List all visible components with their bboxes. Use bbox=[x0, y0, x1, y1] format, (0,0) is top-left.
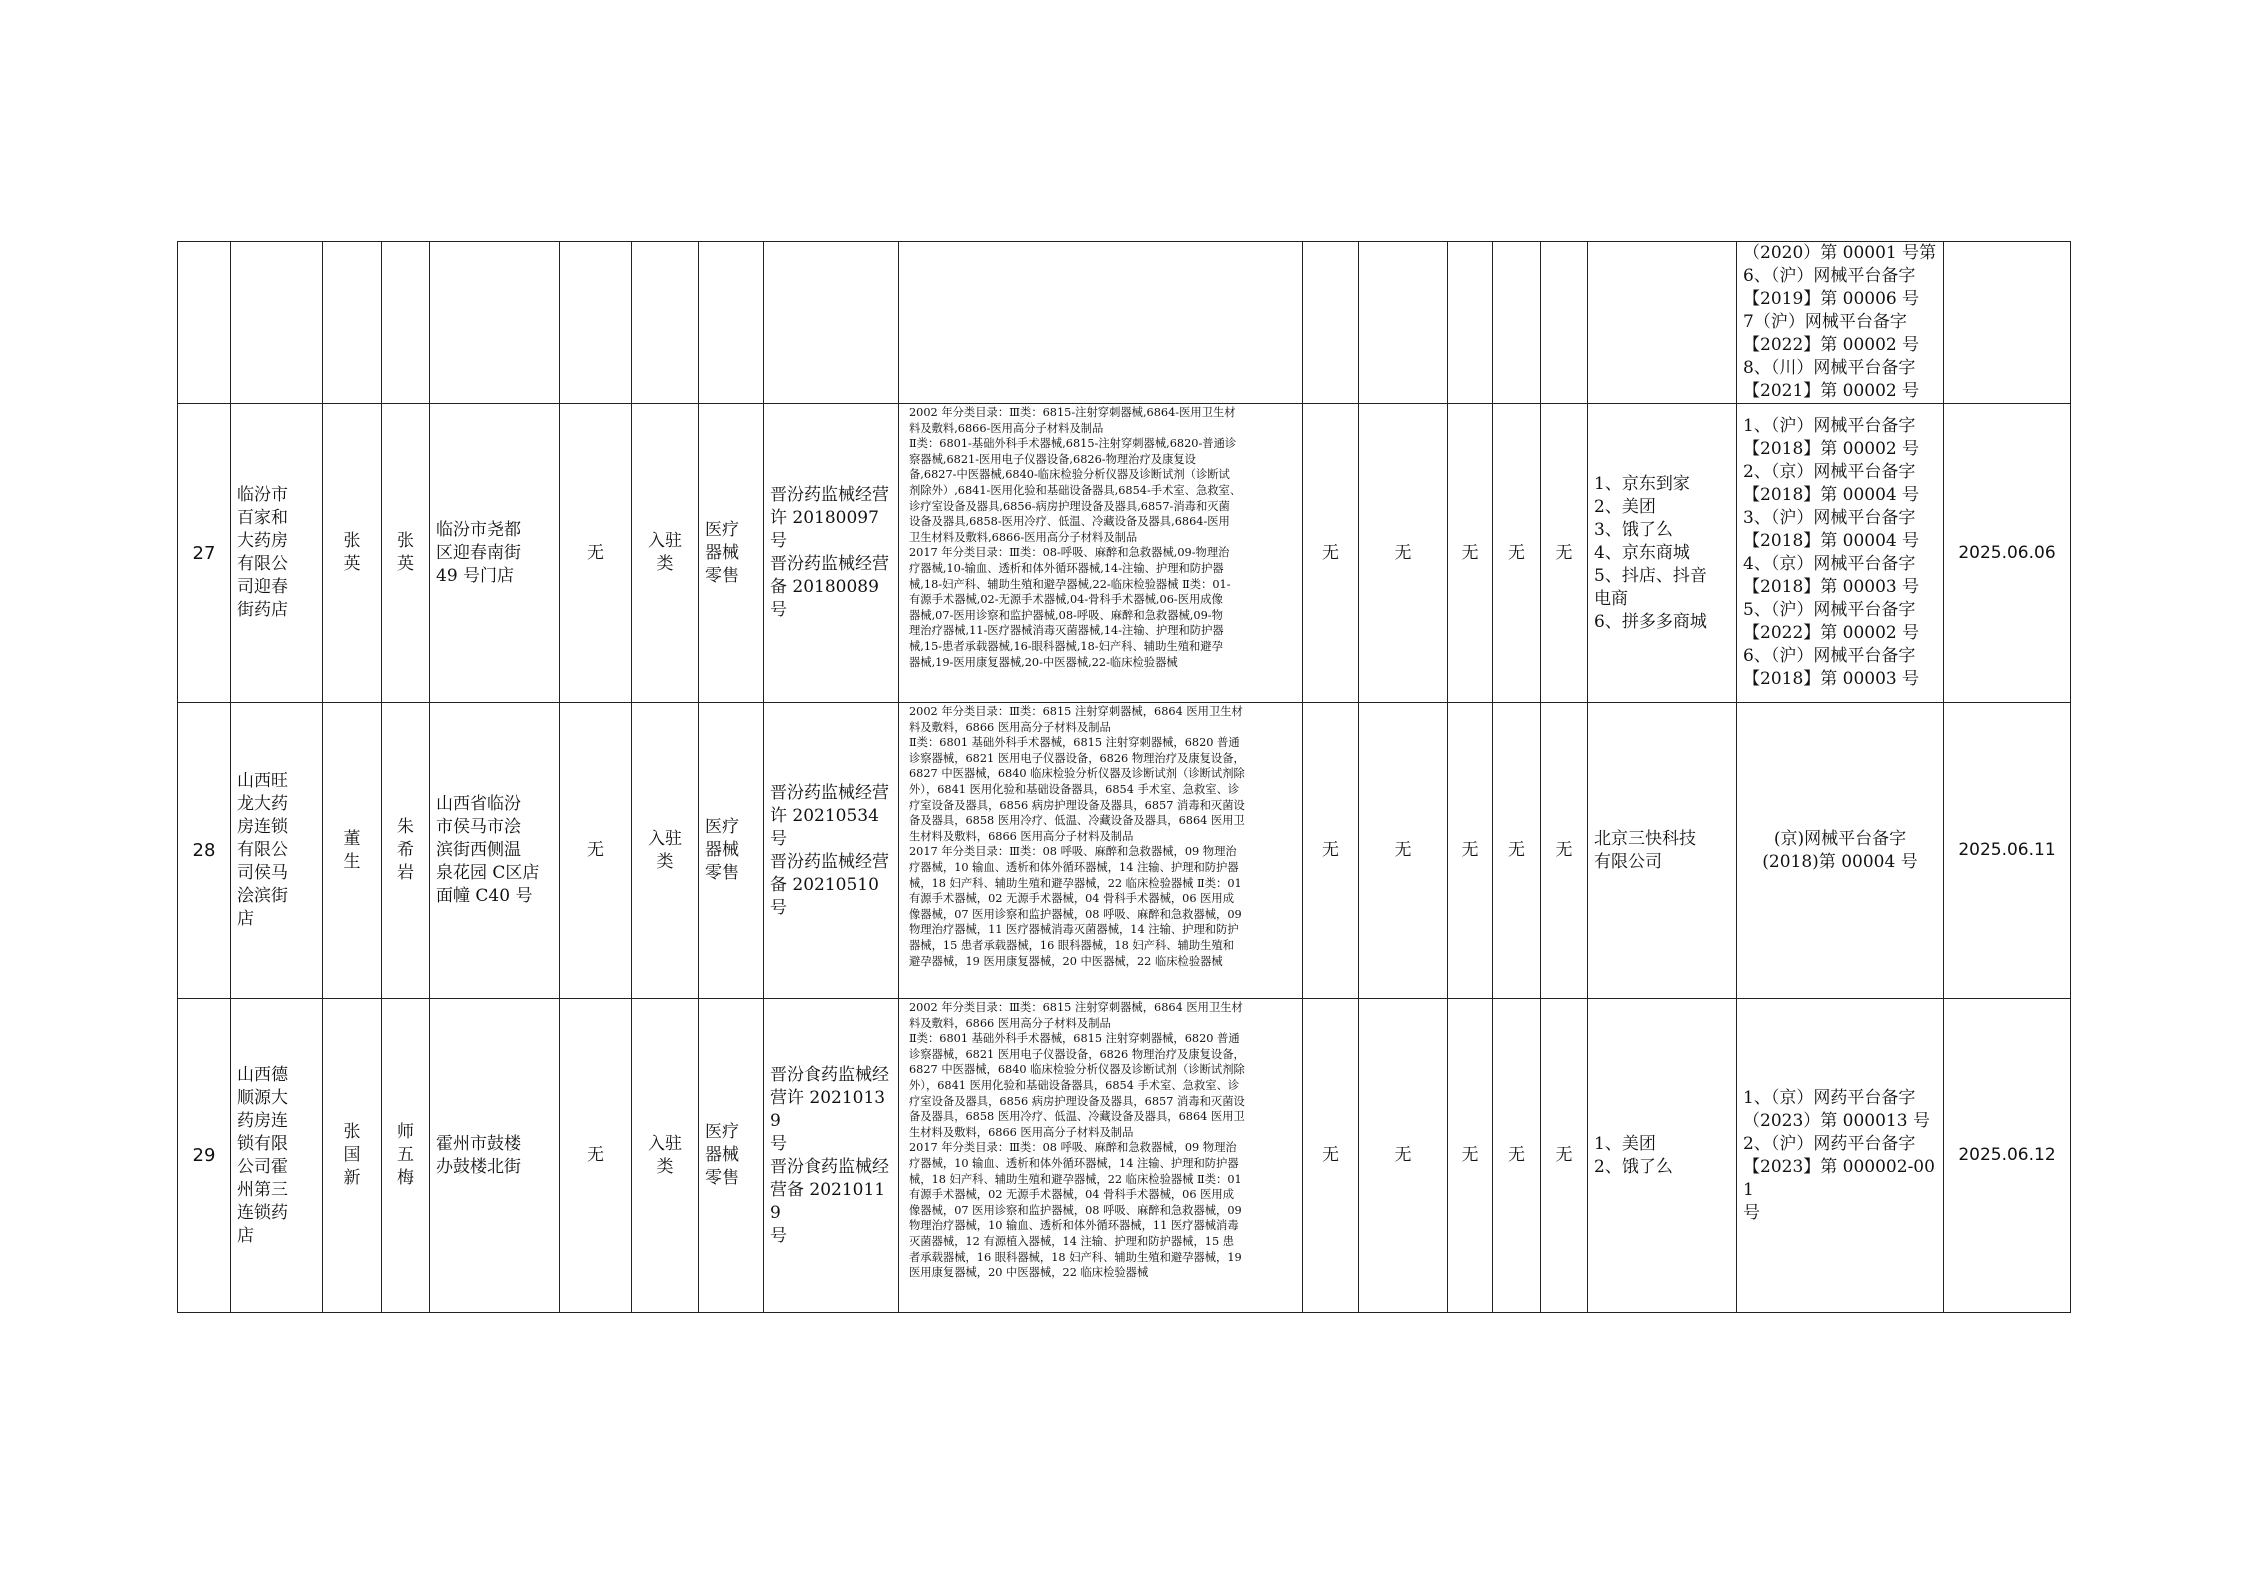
platform-list: 北京三快科技 有限公司 bbox=[1588, 703, 1737, 999]
cell-none bbox=[1303, 242, 1359, 404]
table-row bbox=[178, 999, 2071, 1313]
address: 临汾市尧都 区迎春南街 49 号门店 bbox=[430, 404, 560, 703]
row-number bbox=[178, 242, 231, 404]
platform-filing-numbers: 1、（沪）网械平台备字 【2018】第 00002 号 2、（京）网械平台备字 【2018】第 00004 号 3、（沪）网械平台备字 【2018】第 00004 号 4、（京）网械平台备字 【2018】第 00003 号 5、（沪）网械平台备字 【2022】第 00002 号 6、（沪）网械平台备字 【2018】第 00003 号 bbox=[1737, 404, 1944, 703]
platform-filing-numbers: （2020）第 00001 号第 6、（沪）网械平台备字 【2019】第 00006 号 7（沪）网械平台备字 【2022】第 00002 号 8、（川）网械平台备字 【2021】第 00002 号 bbox=[1737, 242, 1944, 404]
legal-representative: 张 英 bbox=[323, 404, 382, 703]
business-scope: 2002 年分类目录：Ⅲ类：6815 注射穿刺器械，6864 医用卫生材 料及敷料，6866 医用高分子材料及制品 Ⅱ类：6801 基础外科手术器械，6815 注射穿刺器械，6820 普通 诊察器械，6821 医用电子仪器设备，6826 物理治疗及康复设备， 6827 中医器械，6840 临床检验分析仪器及诊断试剂（诊断试剂除 外），6841 医用化验和基础设备器具，6854 手术室、急救室、诊 疗室设备及器具，6856 病房护理设备及器具，6857 消毒和灭菌设 备及器具，6858 医用冷疗、低温、冷藏设备及器具，6864 医用卫 生材料及敷料，6866 医用高分子材料及制品 2017 年分类目录：Ⅲ类：08 呼吸、麻醉和急救器械，09 物理治 疗器械，10 输血、透析和体外循环器械，14 注输、护理和防护器 械，18 妇产科、辅助生殖和避孕器械，22 临床检验器械 Ⅱ类：01 有源手术器械，02 无源手术器械，04 骨科手术器械，06 医用成 像器械，07 医用诊察和监护器械，08 呼吸、麻醉和急救器械，09 物理治疗器械，10 输血、透析和体外循环器械，11 医疗器械消毒 灭菌器械，12 有源植入器械，14 注输、护理和防护器械，15 患 者承载器械，16 眼科器械，18 妇产科、辅助生殖和避孕器械，19 医用康复器械，20 中医器械，22 临床检验器械 bbox=[899, 999, 1303, 1313]
person-in-charge bbox=[382, 242, 430, 404]
row-number: 29 bbox=[178, 999, 231, 1313]
license-number: 晋汾药监械经营 许 20210534 号 晋汾药监械经营 备 20210510 号 bbox=[764, 703, 899, 999]
date bbox=[1944, 242, 2071, 404]
address: 山西省临汾 市侯马市浍 滨街西侧温 泉花园 C区店 面幢 C40 号 bbox=[430, 703, 560, 999]
address bbox=[430, 242, 560, 404]
table-row bbox=[178, 242, 2071, 404]
cell-none: 无 bbox=[1359, 404, 1448, 703]
business-scope: 2002 年分类目录：Ⅲ类：6815 注射穿刺器械，6864 医用卫生材 料及敷料，6866 医用高分子材料及制品 Ⅱ类：6801 基础外科手术器械，6815 注射穿刺器械，6820 普通 诊察器械，6821 医用电子仪器设备，6826 物理治疗及康复设备， 6827 中医器械，6840 临床检验分析仪器及诊断试剂（诊断试剂除 外），6841 医用化验和基础设备器具，6854 手术室、急救室、诊 疗室设备及器具，6856 病房护理设备及器具，6857 消毒和灭菌设 备及器具，6858 医用冷疗、低温、冷藏设备及器具，6864 医用卫 生材料及敷料，6866 医用高分子材料及制品 2017 年分类目录：Ⅲ类：08 呼吸、麻醉和急救器械，09 物理治 疗器械，10 输血、透析和体外循环器械，14 注输、护理和防护器 械，18 妇产科、辅助生殖和避孕器械，22 临床检验器械 Ⅱ类：01 有源手术器械，02 无源手术器械，04 骨科手术器械，06 医用成 像器械，07 医用诊察和监护器械，08 呼吸、麻醉和急救器械，09 物理治疗器械，11 医疗器械消毒灭菌器械，14 注输、护理和防护 器械，15 患者承载器械，16 眼科器械，18 妇产科、辅助生殖和 避孕器械，19 医用康复器械，20 中医器械，22 临床检验器械 bbox=[899, 703, 1303, 999]
cell-none: 无 bbox=[560, 999, 632, 1313]
legal-representative bbox=[323, 242, 382, 404]
cell-none: 无 bbox=[1541, 999, 1588, 1313]
cell-none: 无 bbox=[1359, 999, 1448, 1313]
business-type bbox=[699, 242, 764, 404]
company-name: 临汾市 百家和 大药房 有限公 司迎春 街药店 bbox=[231, 404, 323, 703]
cell-none: 无 bbox=[560, 703, 632, 999]
category: 入驻 类 bbox=[632, 703, 699, 999]
platform-list: 1、京东到家 2、美团 3、饿了么 4、京东商城 5、抖店、抖音 电商 6、拼多多商城 bbox=[1588, 404, 1737, 703]
date: 2025.06.11 bbox=[1944, 703, 2071, 999]
cell-none: 无 bbox=[1448, 404, 1493, 703]
row-number: 27 bbox=[178, 404, 231, 703]
date: 2025.06.06 bbox=[1944, 404, 2071, 703]
cell-none bbox=[1448, 242, 1493, 404]
business-type: 医疗 器械 零售 bbox=[699, 404, 764, 703]
category bbox=[632, 242, 699, 404]
cell-none: 无 bbox=[1359, 703, 1448, 999]
cell-none bbox=[1541, 242, 1588, 404]
company-name bbox=[231, 242, 323, 404]
business-type: 医疗 器械 零售 bbox=[699, 999, 764, 1313]
business-scope bbox=[899, 242, 1303, 404]
person-in-charge: 朱 希 岩 bbox=[382, 703, 430, 999]
table-row bbox=[178, 703, 2071, 999]
row-number: 28 bbox=[178, 703, 231, 999]
license-number: 晋汾药监械经营 许 20180097 号 晋汾药监械经营 备 20180089 号 bbox=[764, 404, 899, 703]
company-name: 山西旺 龙大药 房连锁 有限公 司侯马 浍滨街 店 bbox=[231, 703, 323, 999]
platform-list bbox=[1588, 242, 1737, 404]
category: 入驻 类 bbox=[632, 999, 699, 1313]
cell-none: 无 bbox=[1448, 703, 1493, 999]
company-name: 山西德 顺源大 药房连 锁有限 公司霍 州第三 连锁药 店 bbox=[231, 999, 323, 1313]
person-in-charge: 张 英 bbox=[382, 404, 430, 703]
date: 2025.06.12 bbox=[1944, 999, 2071, 1313]
license-number: 晋汾食药监械经 营许 20210139 号 晋汾食药监械经 营备 20210119 号 bbox=[764, 999, 899, 1313]
business-scope: 2002 年分类目录：Ⅲ类：6815-注射穿刺器械,6864-医用卫生材 料及敷料,6866-医用高分子材料及制品 Ⅱ类：6801-基础外科手术器械,6815-注射穿刺器械,6820-普通诊 察器械,6821-医用电子仪器设备,6826-物理治疗及康复设 备,6827-中医器械,6840-临床检验分析仪器及诊断试剂（诊断试 剂除外）,6841-医用化验和基础设备器具,6854-手术室、急救室、 诊疗室设备及器具,6856-病房护理设备及器具,6857-消毒和灭菌 设备及器具,6858-医用冷疗、低温、冷藏设备及器具,6864-医用 卫生材料及敷料,6866-医用高分子材料及制品 2017 年分类目录：Ⅲ类：08-呼吸、麻醉和急救器械,09-物理治 疗器械,10-输血、透析和体外循环器械,14-注输、护理和防护器 械,18-妇产科、辅助生殖和避孕器械,22-临床检验器械 Ⅱ类：01- 有源手术器械,02-无源手术器械,04-骨科手术器械,06-医用成像 器械,07-医用诊察和监护器械,08-呼吸、麻醉和急救器械,09-物 理治疗器械,11-医疗器械消毒灭菌器械,14-注输、护理和防护器 械,15-患者承载器械,16-眼科器械,18-妇产科、辅助生殖和避孕 器械,19-医用康复器械,20-中医器械,22-临床检验器械 bbox=[899, 404, 1303, 703]
cell-none bbox=[1359, 242, 1448, 404]
platform-filing-numbers: (京)网械平台备字 (2018)第 00004 号 bbox=[1737, 703, 1944, 999]
cell-none bbox=[1493, 242, 1541, 404]
legal-representative: 张 国 新 bbox=[323, 999, 382, 1313]
person-in-charge: 师 五 梅 bbox=[382, 999, 430, 1313]
cell-none bbox=[560, 242, 632, 404]
license-number bbox=[764, 242, 899, 404]
cell-none: 无 bbox=[1541, 703, 1588, 999]
cell-none: 无 bbox=[1493, 999, 1541, 1313]
registration-table bbox=[177, 241, 2071, 1313]
table-row bbox=[178, 404, 2071, 703]
cell-none: 无 bbox=[1303, 999, 1359, 1313]
cell-none: 无 bbox=[560, 404, 632, 703]
platform-filing-numbers: 1、（京）网药平台备字 （2023）第 000013 号 2、（沪）网药平台备字 【2023】第 000002-001 号 bbox=[1737, 999, 1944, 1313]
cell-none: 无 bbox=[1493, 404, 1541, 703]
address: 霍州市鼓楼 办鼓楼北街 bbox=[430, 999, 560, 1313]
platform-list: 1、美团 2、饿了么 bbox=[1588, 999, 1737, 1313]
cell-none: 无 bbox=[1303, 404, 1359, 703]
category: 入驻 类 bbox=[632, 404, 699, 703]
business-type: 医疗 器械 零售 bbox=[699, 703, 764, 999]
legal-representative: 董 生 bbox=[323, 703, 382, 999]
cell-none: 无 bbox=[1303, 703, 1359, 999]
cell-none: 无 bbox=[1493, 703, 1541, 999]
cell-none: 无 bbox=[1448, 999, 1493, 1313]
cell-none: 无 bbox=[1541, 404, 1588, 703]
